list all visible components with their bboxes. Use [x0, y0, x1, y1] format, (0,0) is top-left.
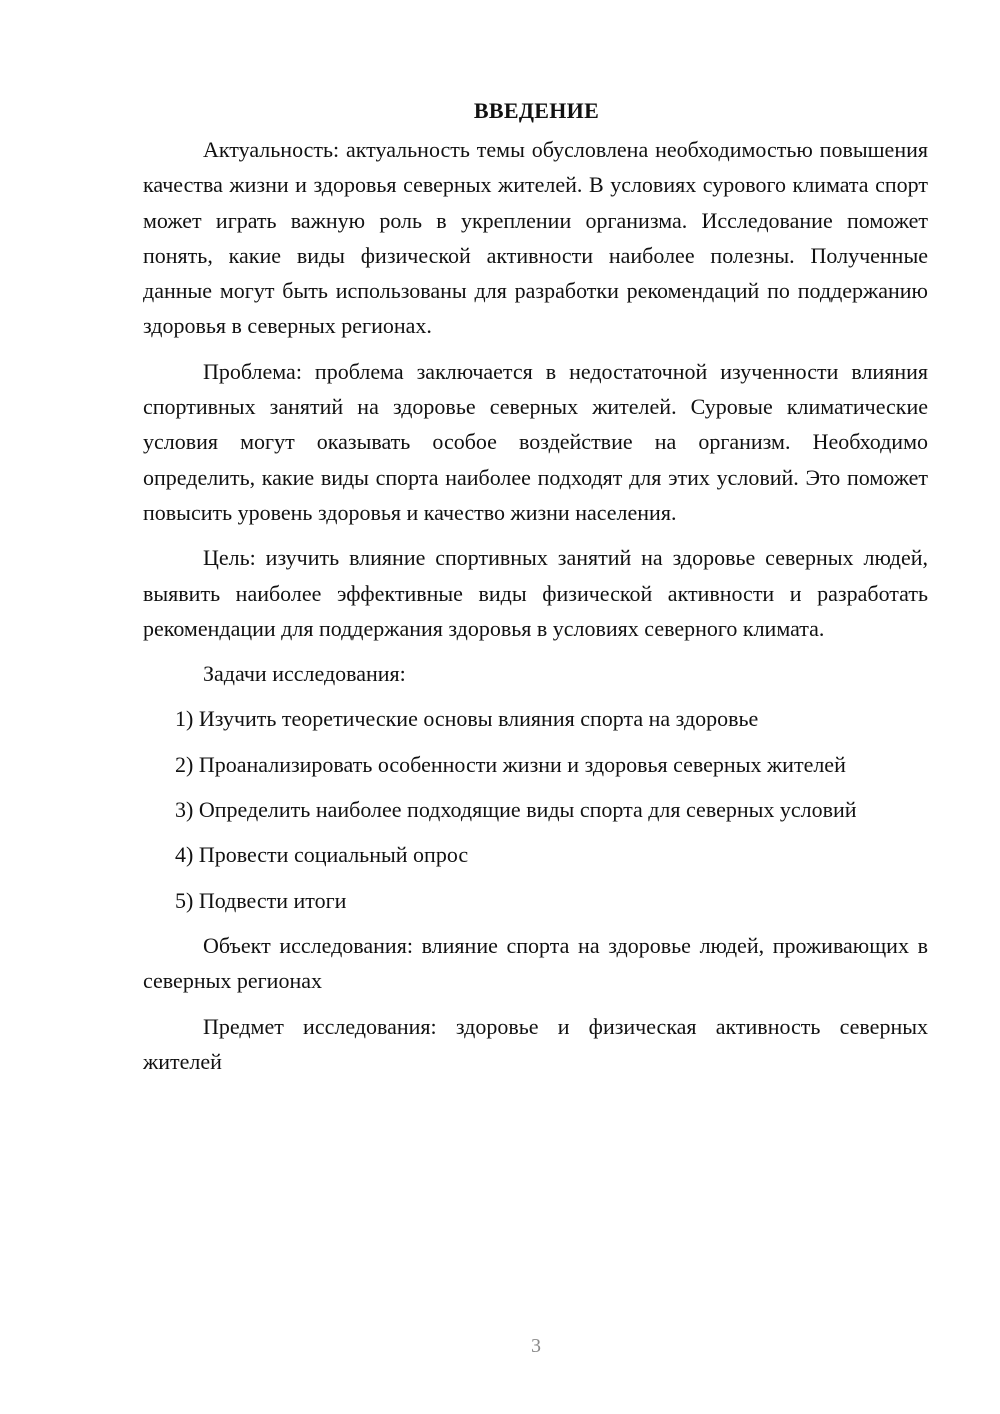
object-paragraph: Объект исследования: влияние спорта на здоровье людей, проживающих в северных регионах — [143, 932, 928, 994]
page-content — [143, 96, 928, 1089]
subject-paragraph: Предмет исследования: здоровье и физическая активность северных жителей — [143, 1013, 928, 1074]
task-item-2: 2) Проанализировать особенности жизни и здоровья северных жителей — [175, 751, 846, 777]
section-heading: ВВЕДЕНИЕ — [473, 98, 600, 123]
tasks-title: Задачи исследования: — [203, 661, 406, 687]
page-number: 3 — [531, 1335, 541, 1357]
task-item-1: 1) Изучить теоретические основы влияния спорта на здоровье — [175, 706, 759, 732]
relevance-paragraph: Актуальность: актуальность темы обусловлена необходимостью повышения качества жизни и здоровья северных жителей. В условиях сурового климата спорт может играть важную роль в укреплении организма. Исследование поможет понять, какие виды физической активности наиболее полезны. Полученные данные могут быть использованы для разработки рекомендаций по поддержанию здоровья в северных регионах. — [143, 137, 928, 339]
task-item-5: 5) Подвести итоги — [175, 887, 347, 913]
task-item-4: 4) Провести социальный опрос — [175, 842, 469, 868]
problem-paragraph: Проблема: проблема заключается в недостаточной изученности влияния спортивных занятий на здоровье северных жителей. Суровые климатические условия могут оказывать особое воздействие на организм. Необходимо определить, какие виды спорта наиболее подходят для этих условий. Это поможет повысить уровень здоровья и качество жизни населения. — [143, 358, 928, 525]
goal-paragraph: Цель: изучить влияние спортивных занятий на здоровье северных людей, выявить наиболее эффективные виды физической активности и разработать рекомендации для поддержания здоровья в условиях северного климата. — [143, 545, 928, 641]
task-item-3: 3) Определить наиболее подходящие виды спорта для северных условий — [175, 797, 857, 823]
